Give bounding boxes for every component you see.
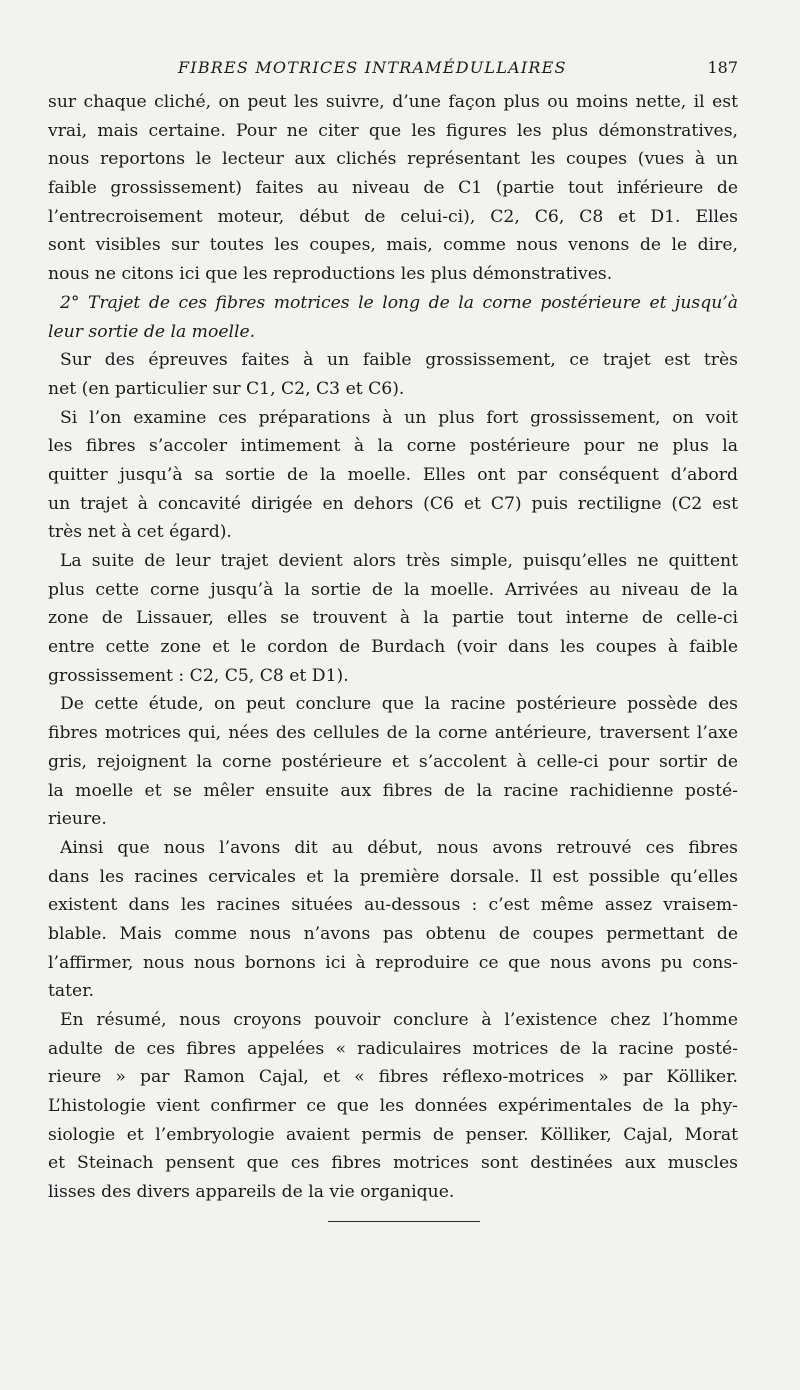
text-line: siologie et l’embryologie avaient permis de penser. Kölliker, Cajal, Morat <box>48 1124 738 1145</box>
text-line: zone de Lissauer, elles se trouvent à la partie tout interne de celle-ci <box>48 608 738 629</box>
text-line: nous reportons le lecteur aux clichés représentant les coupes (vues à un <box>48 149 738 170</box>
text-line: nous ne citons ici que les reproductions les plus démonstratives. <box>48 264 613 285</box>
text-line: un trajet à concavité dirigée en dehors (C6 et C7) puis rectiligne (C2 est <box>48 493 738 514</box>
text-line: plus cette corne jusqu’à la sortie de la moelle. Arrivées au niveau de la <box>48 579 738 600</box>
text-line: dans les racines cervicales et la première dorsale. Il est possible qu’elles <box>48 866 738 887</box>
end-rule <box>328 1221 480 1222</box>
text-line: blable. Mais comme nous n’avons pas obtenu de coupes permettant de <box>48 923 738 944</box>
text-line: quitter jusqu’à sa sortie de la moelle. Elles ont par conséquent d’abord <box>48 464 738 485</box>
text-line: entre cette zone et le cordon de Burdach (voir dans les coupes à faible <box>48 637 738 658</box>
text-line: la moelle et se mêler ensuite aux fibres de la racine rachidienne posté- <box>48 780 738 801</box>
text-line: Ainsi que nous l’avons dit au début, nous avons retrouvé ces fibres <box>60 837 738 858</box>
text-line: sont visibles sur toutes les coupes, mais, comme nous venons de le dire, <box>48 235 738 256</box>
text-line: faible grossissement) faites au niveau de C1 (partie tout inférieure de <box>48 178 738 199</box>
text-line: fibres motrices qui, nées des cellules de la corne antérieure, traversent l’axe <box>48 723 738 744</box>
section-heading <box>48 289 738 346</box>
text-line: et Steinach pensent que ces fibres motrices sont destinées aux muscles <box>48 1153 738 1174</box>
paragraph <box>48 88 738 289</box>
text-line: net (en particulier sur C1, C2, C3 et C6). <box>48 378 405 399</box>
page-number: 187 <box>707 58 738 77</box>
text-line: lisses des divers appareils de la vie organique. <box>48 1182 455 1203</box>
running-header <box>178 58 738 82</box>
text-line: Si l’on examine ces préparations à un plus fort grossissement, on voit <box>60 407 738 428</box>
text-line: gris, rejoignent la corne postérieure et s’accolent à celle-ci pour sortir de <box>48 751 738 772</box>
text-line: existent dans les racines situées au-dessous : c’est même assez vraisem- <box>48 895 738 916</box>
text-line: l’affirmer, nous nous bornons ici à reproduire ce que nous avons pu cons- <box>48 952 738 973</box>
text-line: L’histologie vient confirmer ce que les données expérimentales de la phy- <box>48 1096 738 1117</box>
paragraph <box>48 690 738 833</box>
text-line: De cette étude, on peut conclure que la racine postérieure possède des <box>60 694 738 715</box>
text-line: grossissement : C2, C5, C8 et D1). <box>48 665 349 686</box>
body-text <box>48 88 738 1207</box>
paragraph <box>48 834 738 1006</box>
paragraph <box>48 547 738 690</box>
text-line: les fibres s’accoler intimement à la corne postérieure pour ne plus la <box>48 436 738 457</box>
text-line: tater. <box>48 981 95 1002</box>
text-line: En résumé, nous croyons pouvoir conclure à l’existence chez l’homme <box>60 1010 738 1030</box>
paragraph <box>48 1006 738 1207</box>
paragraph <box>48 404 738 547</box>
text-line: sur chaque cliché, on peut les suivre, d’une façon plus ou moins nette, il est <box>48 92 738 112</box>
heading-line: 2° Trajet de ces fibres motrices le long de la corne postérieure et jusqu’à <box>60 292 738 313</box>
text-line: adulte de ces fibres appelées « radiculaires motrices de la racine posté- <box>48 1038 738 1059</box>
text-line: l’entrecroisement moteur, début de celui-ci), C2, C6, C8 et D1. Elles <box>48 206 738 227</box>
text-line: rieure. <box>48 809 107 830</box>
heading-line: leur sortie de la moelle. <box>48 321 256 342</box>
paragraph <box>48 346 738 403</box>
text-line: très net à cet égard). <box>48 522 232 543</box>
text-line: vrai, mais certaine. Pour ne citer que les figures les plus démonstratives, <box>48 120 738 141</box>
text-line: Sur des épreuves faites à un faible grossissement, ce trajet est très <box>60 350 738 371</box>
text-line: La suite de leur trajet devient alors très simple, puisqu’elles ne quittent <box>60 551 738 571</box>
text-line: rieure » par Ramon Cajal, et « fibres réflexo-motrices » par Kölliker. <box>48 1067 738 1088</box>
running-title: FIBRES MOTRICES INTRAMÉDULLAIRES <box>178 58 567 77</box>
